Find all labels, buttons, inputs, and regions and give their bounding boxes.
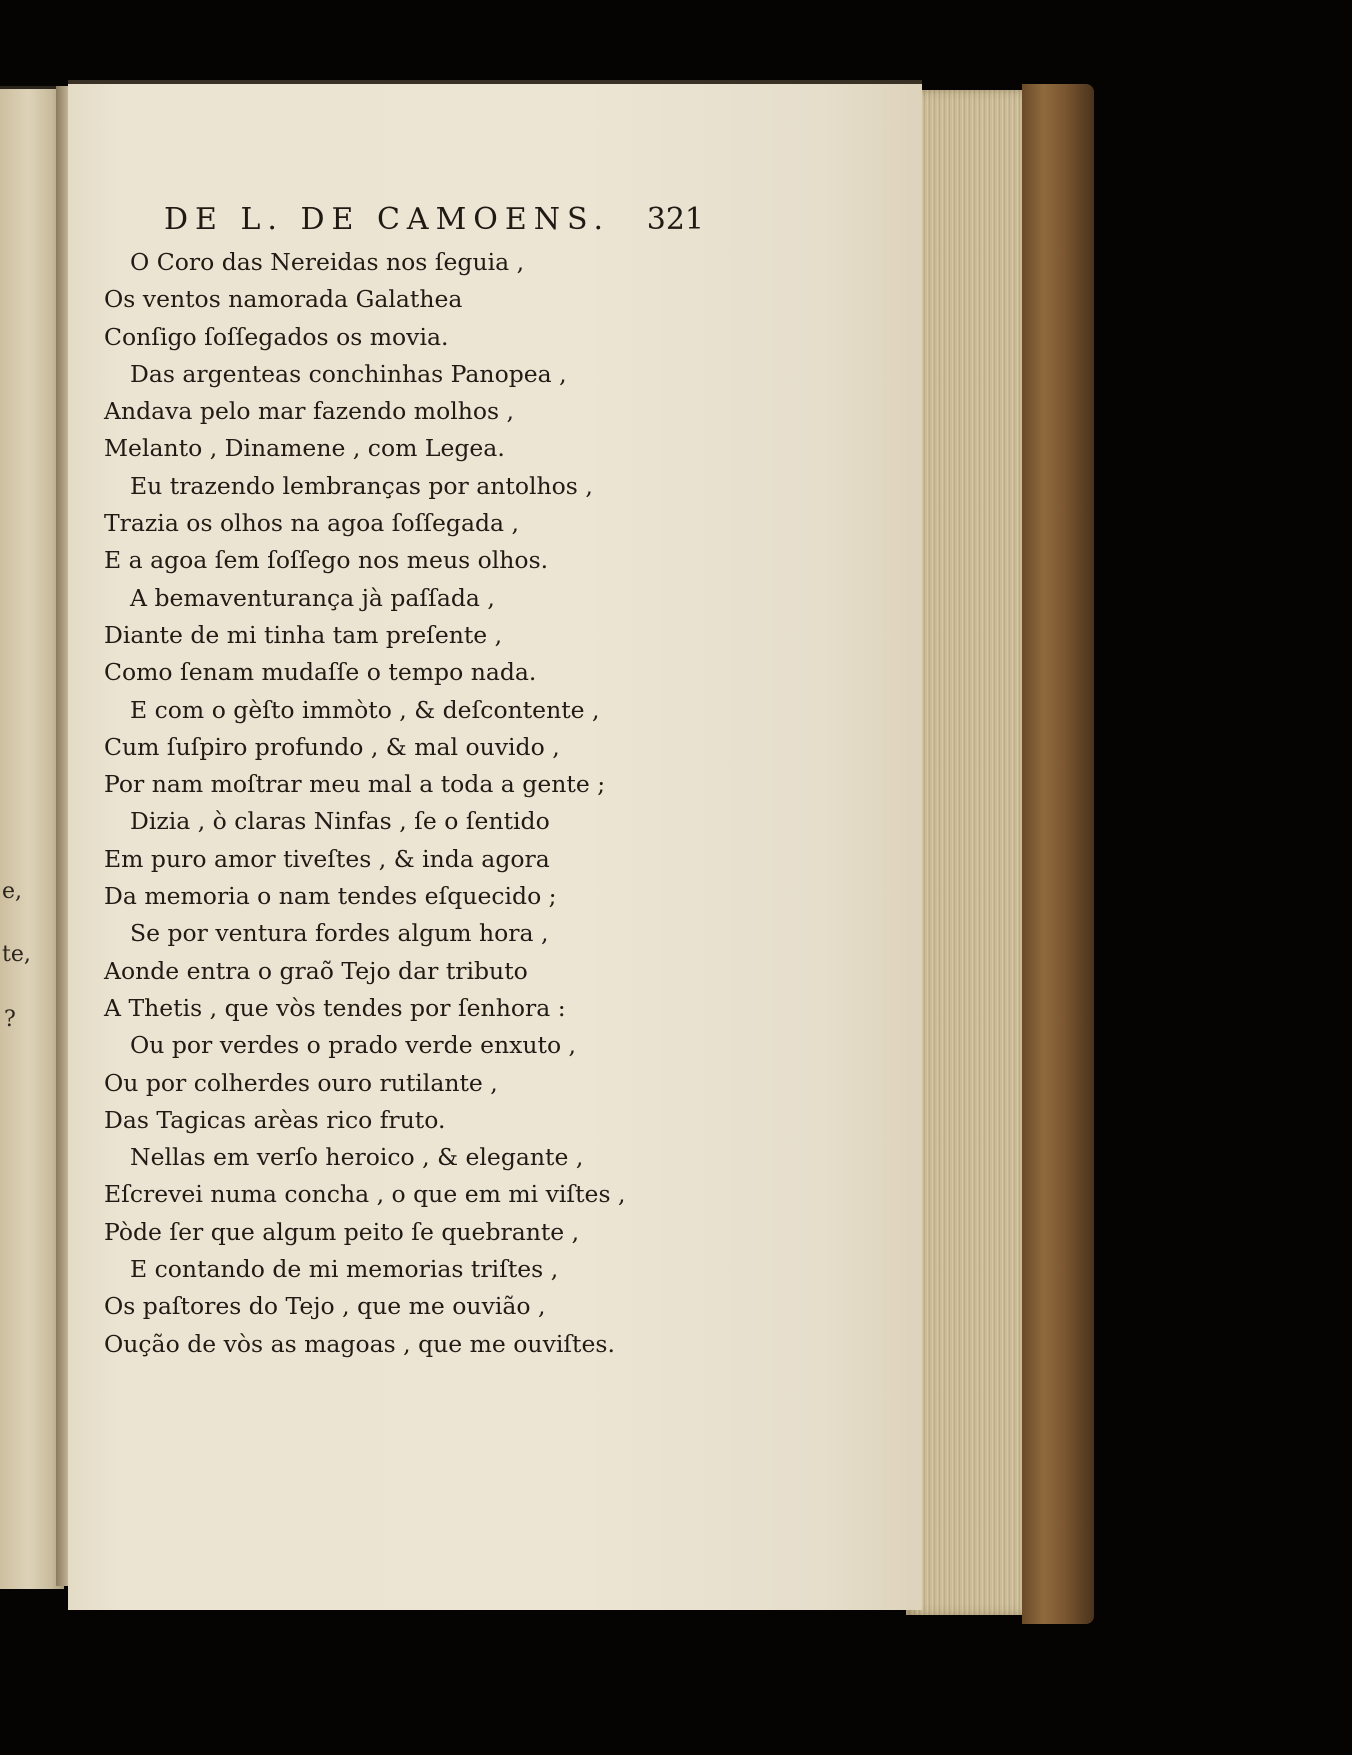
poem-line: Eu trazendo lembranças por antolhos ,: [130, 471, 593, 500]
previous-page-edge: [0, 86, 64, 1589]
poem-line: Por nam moſtrar meu mal a toda a gente ;: [104, 770, 606, 799]
poem-line: Conſigo ſoſſegados os movia.: [104, 322, 449, 351]
poem-line: Aonde entra o graõ Tejo dar tributo: [104, 956, 528, 985]
poem-line: Das argenteas conchinhas Panopea ,: [130, 359, 567, 388]
poem-line: A bemaventurança jà paſſada ,: [130, 583, 495, 612]
poem-line: Das Tagicas arèas rico fruto.: [104, 1105, 446, 1134]
poem-line: Dizia , ò claras Ninfas , ſe o ſentido: [130, 807, 550, 836]
leather-cover: [1022, 84, 1094, 1624]
left-page-fragment: ?: [4, 1007, 16, 1032]
running-title: DE L. DE CAMOENS.: [164, 202, 611, 237]
book-page: [68, 80, 922, 1610]
poem-line: E contando de mi memorias triſtes ,: [130, 1255, 559, 1284]
poem-line: Oução de vòs as magoas , que me ouviſtes.: [104, 1329, 615, 1358]
poem-line: Cum ſuſpiro profundo , & mal ouvido ,: [104, 732, 560, 761]
poem-line: Eſcrevei numa concha , o que em mi viſtes ,: [104, 1180, 626, 1209]
poem-line: Se por ventura fordes algum hora ,: [130, 919, 549, 948]
poem-line: O Coro das Nereidas nos ſeguia ,: [130, 248, 525, 276]
poem-line: Andava pelo mar fazendo molhos ,: [104, 397, 515, 426]
poem-text: [104, 244, 704, 1363]
page-number: 321: [646, 202, 704, 237]
poem-line: Ou por verdes o prado verde enxuto ,: [130, 1031, 577, 1060]
poem-line: E a agoa ſem ſoſſego nos meus olhos.: [104, 546, 549, 575]
poem-line: E com o gèſto immòto , & deſcontente ,: [130, 695, 600, 724]
poem-line: Os paſtores do Tejo , que me ouvião ,: [104, 1292, 546, 1321]
poem-line: Em puro amor tiveſtes , & inda agora: [104, 844, 550, 873]
poem-line: Como ſenam mudaſſe o tempo nada.: [104, 658, 537, 687]
poem-line: Melanto , Dinamene , com Legea.: [104, 434, 505, 463]
poem-line: A Thetis , que vòs tendes por ſenhora :: [104, 993, 566, 1022]
poem-line: Ou por colherdes ouro rutilante ,: [104, 1068, 498, 1097]
left-page-fragment: e,: [2, 879, 23, 904]
poem-line: Os ventos namorada Galathea: [104, 285, 463, 314]
poem-line: Nellas em verſo heroico , & elegante ,: [130, 1143, 584, 1172]
page-block-edges: [906, 90, 1024, 1615]
poem-line: Pòde ſer que algum peito ſe quebrante ,: [104, 1217, 580, 1246]
poem-line: Da memoria o nam tendes eſquecido ;: [104, 882, 557, 911]
poem-line: Diante de mi tinha tam preſente ,: [104, 620, 503, 649]
left-page-fragment: te,: [2, 942, 31, 967]
poem-line: Trazia os olhos na agoa ſoſſegada ,: [104, 509, 519, 538]
running-head: [164, 202, 704, 238]
